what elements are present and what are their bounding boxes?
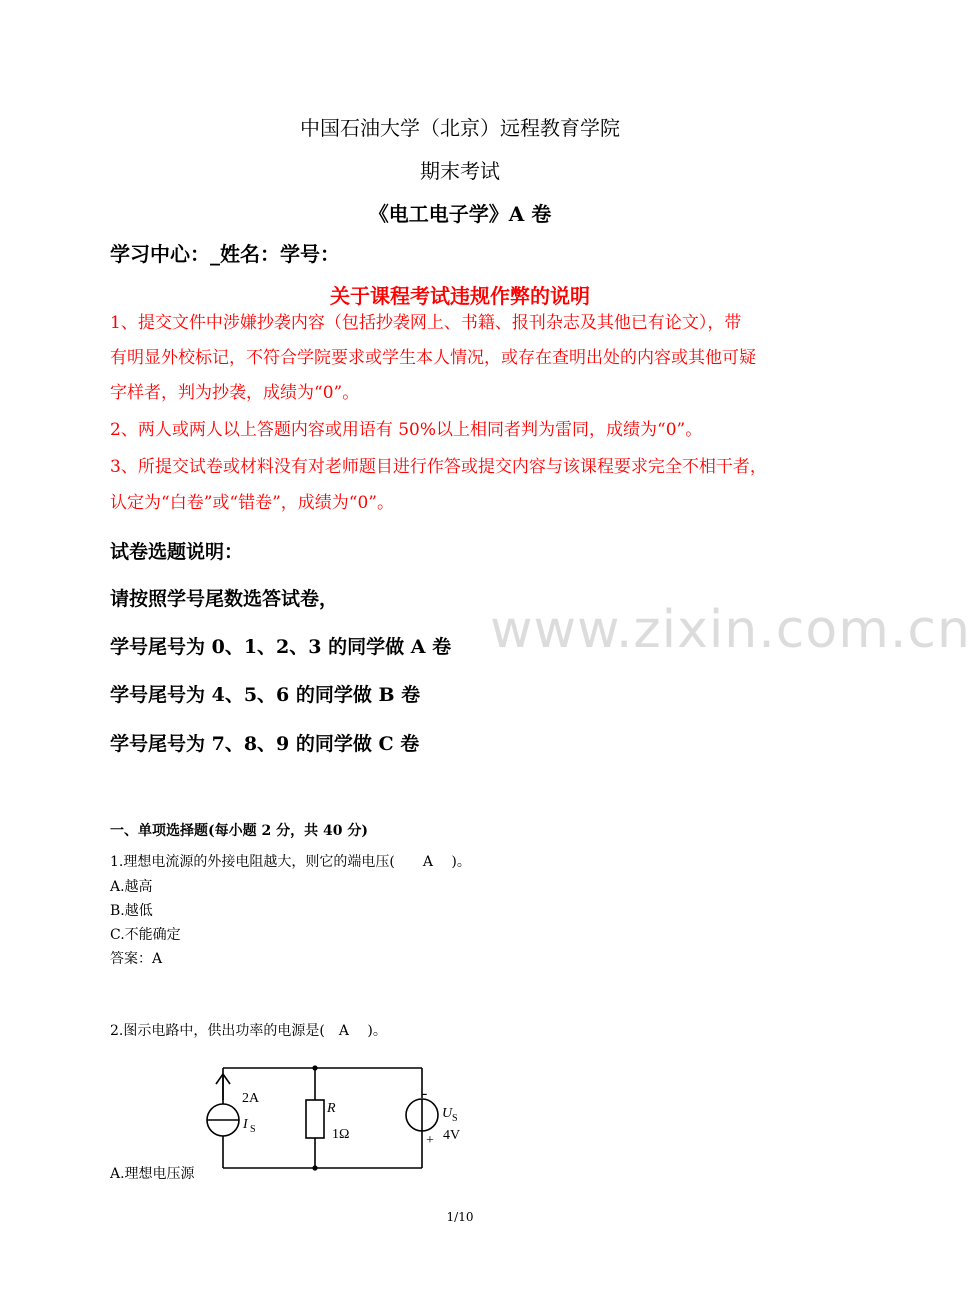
rule-item-1-line-2: 有明显外校标记，不符合学院要求或学生本人情况，或存在查明出处的内容或其他可疑 — [110, 348, 756, 368]
rule-item-3-line-2: 认定为“白卷”或“错卷”，成绩为“0”。 — [110, 493, 394, 513]
rule-item-3-line-1: 3、所提交试卷或材料没有对老师题目进行作答或提交内容与该课程要求完全不相干者， — [110, 457, 767, 477]
question-1-option-c: C.不能确定 — [110, 927, 181, 943]
student-info: 学习中心：_姓名：学号： — [110, 242, 340, 266]
voltage-value-label: 4V — [443, 1128, 461, 1143]
selection-instruction: 请按照学号尾数选答试卷， — [110, 588, 339, 610]
node-bottom — [312, 1165, 317, 1170]
rule-item-1-line-1: 1、提交文件中涉嫌抄袭内容（包括抄袭网上、书籍、报刊杂志及其他已有论文），带 — [110, 313, 742, 333]
resistor — [306, 1100, 324, 1138]
voltage-symbol-label: U — [442, 1106, 453, 1121]
resistor-symbol-label: R — [327, 1101, 336, 1116]
course-title: 《电工电子学》A 卷 — [368, 202, 552, 226]
selection-rule-b: 学号尾号为 4、5、6 的同学做 B 卷 — [110, 684, 421, 706]
resistor-value-label: 1Ω — [332, 1127, 350, 1142]
selection-rule-c: 学号尾号为 7、8、9 的同学做 C 卷 — [110, 733, 420, 755]
voltage-minus-sign: - — [422, 1085, 428, 1102]
rule-item-2: 2、两人或两人以上答题内容或用语有 50%以上相同者判为雷同，成绩为“0”。 — [110, 420, 703, 440]
watermark: www.zixin.com.cn — [490, 600, 971, 660]
exam-type: 期末考试 — [420, 159, 500, 183]
current-symbol-sub: S — [250, 1124, 256, 1135]
page-number: 1/10 — [446, 1210, 474, 1224]
selection-heading: 试卷选题说明： — [110, 541, 244, 563]
current-symbol-label: I — [243, 1117, 248, 1132]
voltage-plus-sign: + — [426, 1133, 434, 1148]
question-1-option-b: B.越低 — [110, 903, 153, 919]
question-2-option-a: A.理想电压源 — [110, 1166, 195, 1182]
selection-rule-a: 学号尾号为 0、1、2、3 的同学做 A 卷 — [110, 636, 452, 658]
node-top — [312, 1065, 317, 1070]
rule-item-1-line-3: 字样者，判为抄袭，成绩为“0”。 — [110, 383, 360, 403]
voltage-symbol-sub: S — [452, 1113, 458, 1124]
university-title: 中国石油大学（北京）远程教育学院 — [300, 116, 620, 140]
question-2-stem: 2.图示电路中，供出功率的电源是( A )。 — [110, 1023, 387, 1039]
circuit-diagram — [190, 1060, 490, 1180]
section-heading: 一、单项选择题(每小题 2 分，共 40 分) — [110, 823, 368, 839]
current-value-label: 2A — [242, 1091, 260, 1106]
rules-heading: 关于课程考试违规作弊的说明 — [330, 284, 590, 308]
question-1-option-a: A.越高 — [110, 879, 153, 895]
question-1-answer: 答案：A — [110, 951, 163, 967]
question-1-stem: 1.理想电流源的外接电阻越大，则它的端电压( A )。 — [110, 854, 471, 870]
